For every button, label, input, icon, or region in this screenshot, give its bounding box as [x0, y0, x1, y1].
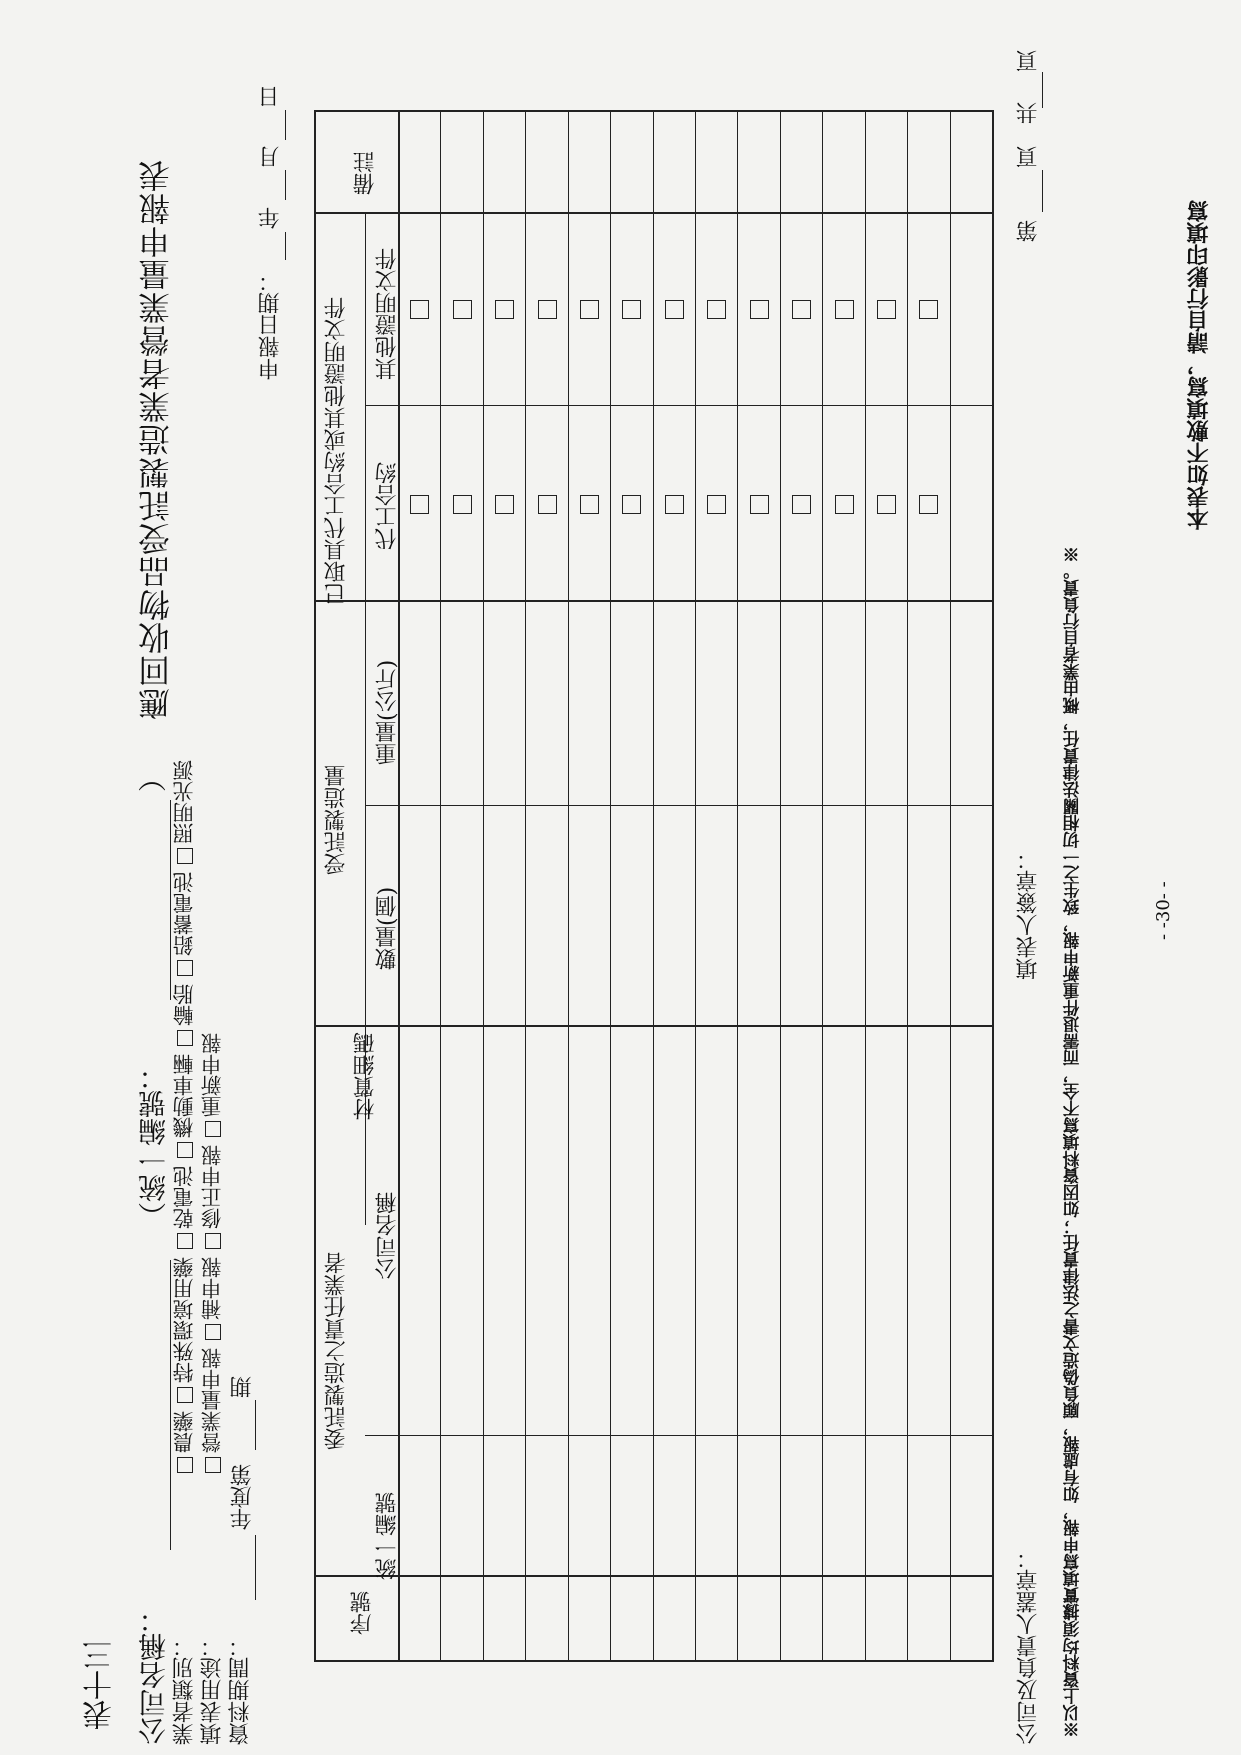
col-header-volume: 受託製造量 [324, 765, 349, 875]
contract-checkbox[interactable] [792, 495, 811, 514]
other-docs-checkbox[interactable] [750, 300, 769, 319]
pagination-suffix: 頁 [1016, 50, 1041, 72]
period-suffix: 期 [230, 1376, 255, 1398]
other-docs-checkbox[interactable] [495, 300, 514, 319]
report-date-label: 申報日期： [258, 270, 283, 380]
other-docs-checkbox[interactable] [538, 300, 557, 319]
table-border [314, 110, 994, 112]
column-divider [314, 212, 992, 214]
company-name-label: 公司名稱： [137, 1605, 170, 1745]
owner-seal-label: 公司及負責人蓋章： [1016, 1547, 1041, 1745]
row-divider [568, 110, 569, 1660]
other-docs-checkbox[interactable] [580, 300, 599, 319]
table-border [992, 110, 994, 1660]
contract-checkbox[interactable] [919, 495, 938, 514]
disclaimer: ※以上資料均須據實填寫申報，如有虛報，願負偽造文書之法律責任；如因資料填寫不全，而需退件重新申報，致生之一切相關法律責任，概由業者自行負責。※ [1062, 545, 1082, 1738]
col-header-docs: 已取具代工合約或其他證明文件 [324, 297, 349, 605]
other-docs-checkbox[interactable] [410, 300, 429, 319]
column-divider [314, 1575, 992, 1577]
report-date-day: 日 [258, 86, 283, 108]
purpose-option-label: 補申報 [200, 1257, 224, 1320]
sub-column-divider [365, 1435, 992, 1436]
report-date-month: 月 [258, 146, 283, 168]
col-header-other-docs: 其他證明文件 [375, 248, 400, 380]
business-type-label: 業者類別： [172, 1635, 197, 1745]
sub-column-divider [365, 405, 992, 406]
row-divider [907, 110, 908, 1660]
col-header-material: 材質細碼 [353, 1032, 378, 1120]
table-border [314, 1660, 994, 1662]
row-divider [610, 110, 611, 1660]
business-type-option-label: 輪胎 [172, 984, 196, 1026]
other-docs-checkbox[interactable] [665, 300, 684, 319]
tax-id-label: （統一編號： [137, 1062, 170, 1230]
purpose-option-label: 重新申報 [200, 1033, 224, 1117]
contract-checkbox[interactable] [750, 495, 769, 514]
contract-checkbox[interactable] [707, 495, 726, 514]
business-type-option-label: 鉛蓄電池 [172, 872, 196, 956]
period-year-suffix: 年度第 [230, 1464, 255, 1530]
other-docs-checkbox[interactable] [453, 300, 472, 319]
row-divider [525, 110, 526, 1660]
row-divider [483, 110, 484, 1660]
contract-checkbox[interactable] [538, 495, 557, 514]
other-docs-checkbox[interactable] [622, 300, 641, 319]
col-header-seq: 序號 [350, 1591, 375, 1635]
row-divider [653, 110, 654, 1660]
form-number: 表十三 [83, 1640, 118, 1730]
contract-checkbox[interactable] [580, 495, 599, 514]
purpose-label: 填表用途： [200, 1635, 225, 1745]
business-type-option-label: 特殊環境用藥 [172, 1257, 196, 1383]
contract-checkbox[interactable] [877, 495, 896, 514]
contract-checkbox[interactable] [622, 495, 641, 514]
row-divider [865, 110, 866, 1660]
other-docs-checkbox[interactable] [835, 300, 854, 319]
form-title: 應回收物品受託製造業者營業量申報表 [137, 159, 175, 720]
business-type-option-label: 機動車輛 [172, 1054, 196, 1138]
pagination-middle: 頁 共 [1016, 102, 1041, 168]
col-header-remark: 備註 [353, 151, 378, 195]
table-border [314, 110, 316, 1660]
other-docs-checkbox[interactable] [877, 300, 896, 319]
column-divider [314, 1025, 992, 1027]
pagination-total-field[interactable] [1042, 72, 1044, 108]
page-number: - -30- - [1153, 881, 1174, 940]
col-header-quantity: 數量(個) [375, 886, 400, 970]
contract-checkbox[interactable] [495, 495, 514, 514]
purpose-option-label: 營業量申報 [200, 1348, 224, 1453]
row-divider [695, 110, 696, 1660]
contract-checkbox[interactable] [835, 495, 854, 514]
row-divider [780, 110, 781, 1660]
other-docs-checkbox[interactable] [707, 300, 726, 319]
col-header-weight: 重量(公斤) [375, 659, 400, 765]
contract-checkbox[interactable] [453, 495, 472, 514]
footer-note: 本表如不敷填寫，請自行影印填寫 [1186, 200, 1212, 530]
contract-checkbox[interactable] [410, 495, 429, 514]
filler-signature-label: 填表人簽章： [1016, 848, 1041, 980]
row-divider [737, 110, 738, 1660]
pagination-prefix: 第 [1016, 220, 1041, 242]
other-docs-checkbox[interactable] [919, 300, 938, 319]
period-label: 資料期間： [228, 1635, 253, 1745]
column-divider [314, 600, 992, 602]
col-header-tax-id: 統一編號 [375, 1492, 400, 1580]
pagination-current-field[interactable] [1042, 170, 1044, 212]
other-docs-checkbox[interactable] [792, 300, 811, 319]
contract-checkbox[interactable] [665, 495, 684, 514]
row-divider [950, 110, 951, 1660]
col-header-company-name: 公司名稱 [375, 1192, 400, 1280]
business-type-option-label: 照明光源 [172, 760, 196, 844]
col-header-responsible: 委託製造之責任業者 [324, 1252, 349, 1450]
report-date-year: 年 [258, 207, 283, 229]
business-type-option-label: 乾電池 [172, 1166, 196, 1229]
business-type-option-label: 農藥 [172, 1411, 196, 1453]
row-divider [440, 110, 441, 1660]
tax-id-close: ） [137, 764, 170, 792]
row-divider [822, 110, 823, 1660]
purpose-option-label: 修正申報 [200, 1145, 224, 1229]
col-header-contract: 代工合約 [375, 462, 400, 550]
sub-column-divider [365, 805, 992, 806]
